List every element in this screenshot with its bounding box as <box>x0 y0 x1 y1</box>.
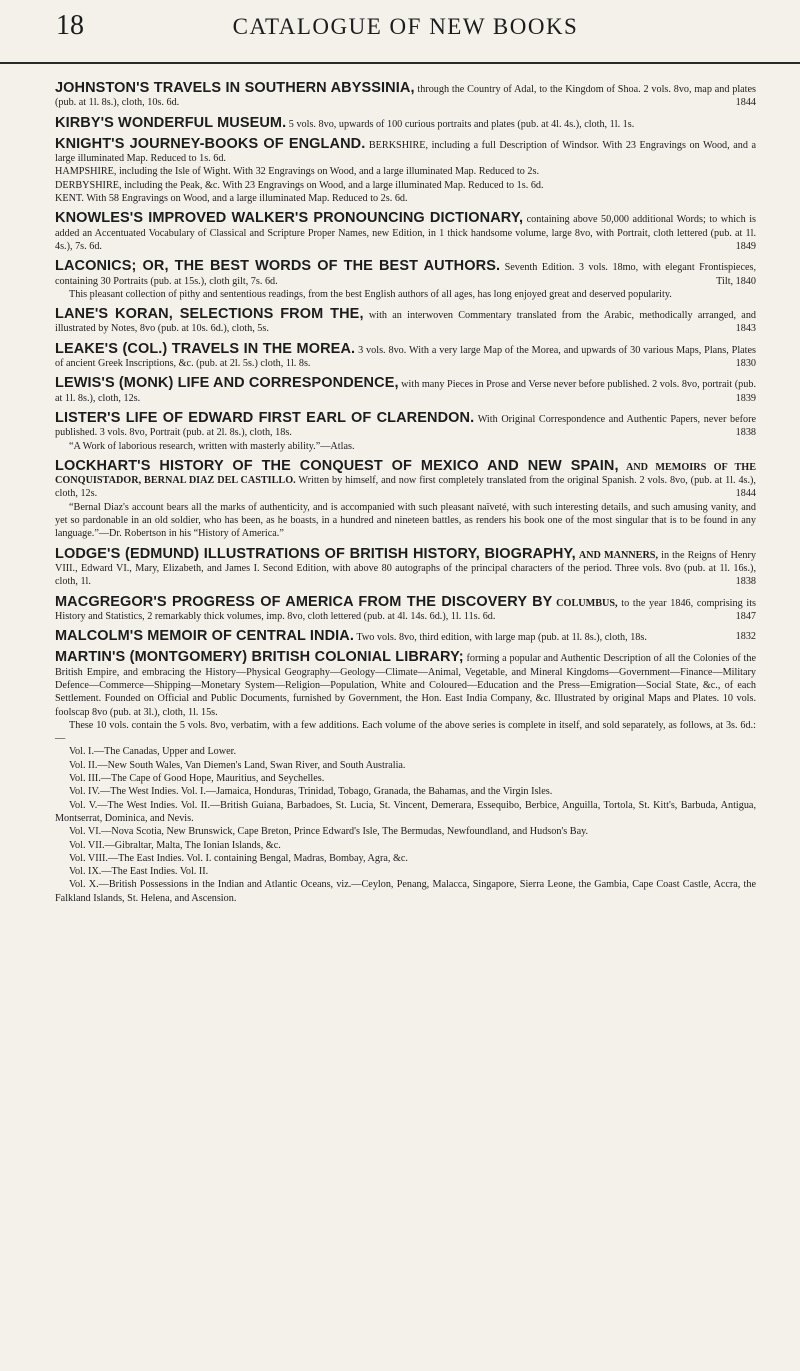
volume-item: Vol. III.—The Cape of Good Hope, Mauritius, and Seychelles. <box>69 773 325 785</box>
entry-note: “A Work of laborious research, written with masterly ability.”—Atlas. <box>69 440 355 452</box>
entry-year: 1843 <box>735 323 756 335</box>
entry-year: 1849 <box>735 240 756 252</box>
catalogue-entry <box>55 651 756 905</box>
entry-text: 3 vols. 8vo. With a very large Map of the Morea, and upwards of 30 various Maps, Plans, Plates of ancient Greek Inscriptions, &c. (pub. at 2l. 5s.) cloth, 1l. 8s. <box>55 344 757 370</box>
entry-text: with many Pieces in Prose and Verse never before published. 2 vols. 8vo, portrait (pub. at 1l. 8s.), cloth, 12s. <box>55 379 756 404</box>
entry-text: Two vols. 8vo, third edition, with large map (pub. at 1l. 8s.), cloth, 18s. <box>356 632 647 644</box>
entry-year: 1838 <box>735 576 756 588</box>
entry-year: 1844 <box>735 97 756 109</box>
volume-item: Vol. I.—The Canadas, Upper and Lower. <box>69 746 237 758</box>
volume-item: Vol. VI.—Nova Scotia, New Brunswick, Cape Breton, Prince Edward's Isle, The Bermudas, Newfoundland, and Hudson's Bay. <box>69 826 589 838</box>
entry-text: Written by himself, and now first completely translated from the original Spanish. 2 vols. 8vo, (pub. at 1l. 4s.), cloth, 12s. <box>55 475 756 500</box>
entry-title: MALCOLM'S MEMOIR OF CENTRAL INDIA. <box>55 628 354 645</box>
catalogue-entry <box>55 630 756 644</box>
header-rule <box>0 62 800 64</box>
sub-item-name: DERBYSHIRE, <box>55 179 122 191</box>
entry-text: in the Reigns of Henry VIII., Edward VI., Mary, Elizabeth, and James I. Second Edition, with above 80 autographs of the principal characters of the period. Three vols. 8vo (pub. at 1l. 16s.), cloth, 1l. <box>55 549 757 588</box>
entry-text: 5 vols. 8vo, upwards of 100 curious portraits and plates (pub. at 4l. 4s.), cloth, 1l. 1s. <box>288 118 635 130</box>
entry-sub-item <box>55 192 756 205</box>
volume-item: Vol. IV.—The West Indies. Vol. I.—Jamaica, Honduras, Trinidad, Tobago, Granada, the Bahamas, and the Virgin Isles. <box>69 786 553 798</box>
catalogue-entry <box>55 409 756 453</box>
entry-title: LISTER'S LIFE OF EDWARD FIRST EARL OF CLARENDON. <box>55 409 475 426</box>
entry-text: With Original Correspondence and Authentic Papers, never before published. 3 vols. 8vo, Portrait (pub. at 2l. 8s.), cloth, 18s. <box>55 413 756 439</box>
entry-title: MACGREGOR'S PROGRESS OF AMERICA FROM THE DISCOVERY BY <box>55 593 553 610</box>
entry-title: MARTIN'S (MONTGOMERY) BRITISH COLONIAL LIBRARY; <box>55 649 464 666</box>
running-title: CATALOGUE OF NEW BOOKS <box>232 14 579 39</box>
entry-subtitle: AND MANNERS, <box>578 549 659 561</box>
sub-item-text: With 58 Engravings on Wood, and a large illuminated Map. Reduced to 2s. 6d. <box>86 193 408 205</box>
entry-year: 1832 <box>735 631 756 643</box>
page-header <box>55 0 756 56</box>
entry-sub-item <box>55 165 756 178</box>
entry-title: LOCKHART'S HISTORY OF THE CONQUEST OF MEXICO AND NEW SPAIN, <box>55 457 619 474</box>
entry-year: 1847 <box>735 610 756 622</box>
entry-title: LODGE'S (EDMUND) ILLUSTRATIONS OF BRITISH HISTORY, BIOGRAPHY, <box>55 545 576 562</box>
entry-title: JOHNSTON'S TRAVELS IN SOUTHERN ABYSSINIA, <box>55 80 415 96</box>
volume-item: Vol. V.—The West Indies. Vol. II.—British Guiana, Barbadoes, St. Lucia, St. Vincent, Demerara, Essequibo, Berbice, Anguilla, Tortola, St. Kitt's, Barbuda, Antigua, Montserrat, Dominica, and Nevis. <box>55 799 756 824</box>
catalogue-entry <box>55 135 756 205</box>
entry-year: 1844 <box>735 488 756 500</box>
entry-text: forming a popular and Authentic Description of all the Colonies of the British Empire, and embracing the History—Physical Geography—Geology—Climate—Animal, Vegetable, and Mineral Kingdoms—Government—Finance—Military Defence—Commerce—Shipping—Monetary System—Religion—Population, White and Coloured—Education and the Press—Emigration—Social State, &c., of each Settlement. Founded on Official and Public Documents, furnished by Government, the Hon. East India Company, &c. Illustrated by original Maps and Plates. 10 vols. foolscap 8vo (pub. at 3l.), cloth, 1l. 15s. <box>55 653 756 718</box>
entry-year: 1830 <box>735 358 756 370</box>
entry-year: 1838 <box>735 427 756 439</box>
entry-title: LEWIS'S (MONK) LIFE AND CORRESPONDENCE, <box>55 375 399 392</box>
entry-note: This pleasant collection of pithy and sententious readings, from the best English authors of all ages, has long enjoyed great and deserved popularity. <box>69 288 672 300</box>
sub-item-text: including the Isle of Wight. With 32 Engravings on Wood, and a large illuminated Map. Reduced to 2s. <box>118 166 540 178</box>
catalogue-entry <box>55 82 756 110</box>
entry-text: BERKSHIRE, including a full Description of Windsor. With 23 Engravings on Wood, and a large illuminated Map. Reduced to 1s. 6d. <box>55 139 756 165</box>
catalogue-entry <box>55 457 757 541</box>
volume-item: Vol. II.—New South Wales, Van Diemen's Land, Swan River, and South Australia. <box>69 759 406 771</box>
catalogue-entry <box>55 114 756 131</box>
catalogue-entry <box>55 340 757 371</box>
entry-text: containing above 50,000 additional Words; to which is added an Accentuated Vocabulary of Classical and Scripture Proper Names, new Edition, in 1 thick handsome volume, large 8vo, with Portrait, cloth lettered (pub. at 1l. 4s.), 7s. 6d. <box>55 214 756 252</box>
entry-title: KIRBY'S WONDERFUL MUSEUM. <box>55 114 287 131</box>
sub-item-name: KENT. <box>55 193 84 205</box>
entry-note: These 10 vols. contain the 5 vols. 8vo, verbatim, with a few additions. Each volume of the above series is complete in itself, and sold separately, as follows, at 3s. 6d.:— <box>55 719 756 745</box>
entry-subtitle: COLUMBUS, <box>556 597 618 609</box>
entry-title: LACONICS; OR, THE BEST WORDS OF THE BEST AUTHORS. <box>55 258 501 275</box>
catalogue-entry <box>55 545 757 589</box>
entry-text: with an interwoven Commentary translated from the Arabic, methodically arranged, and illustrated by Notes, 8vo (pub. at 10s. 6d.), cloth, 5s. <box>55 310 757 335</box>
entry-title: KNOWLES'S IMPROVED WALKER'S PRONOUNCING DICTIONARY, <box>55 210 524 227</box>
entry-title: LANE'S KORAN, SELECTIONS FROM THE, <box>55 306 364 323</box>
entry-year: 1839 <box>735 392 756 404</box>
entry-note: “Bernal Diaz's account bears all the marks of authenticity, and is accompanied with such pleasant naïveté, with such interesting details, and such amusing vanity, and yet so pardonable in an old soldier, who has been, as he boasts, in a hundred and nineteen battles, as renders his book one of the most singular that is to be found in any language.”—Dr. Robertson in his “History of America.” <box>55 501 756 540</box>
entry-text: through the Country of Adal, to the Kingdom of Shoa. 2 vols. 8vo, map and plates (pub. at 1l. 8s.), cloth, 10s. 6d. <box>55 84 757 109</box>
catalogue-entry <box>55 593 757 624</box>
catalogue-entry <box>55 377 756 405</box>
catalogue-entries <box>55 82 756 912</box>
sub-item-text: including the Peak, &c. With 23 Engravings on Wood, and a large illuminated Map. Reduced to 1s. 6d. <box>124 179 544 191</box>
entry-subtitle: AND MEMOIRS OF THE CONQUISTADOR, BERNAL DIAZ DEL CASTILLO. <box>55 461 757 487</box>
entry-title: LEAKE'S (COL.) TRAVELS IN THE MOREA. <box>55 340 356 357</box>
catalogue-entry <box>55 260 756 301</box>
entry-sub-item <box>55 179 756 192</box>
entry-title: KNIGHT'S JOURNEY-BOOKS OF ENGLAND. <box>55 135 366 152</box>
entry-text: Seventh Edition. 3 vols. 18mo, with elegant Frontispieces, containing 30 Portraits (pub. at 15s.), cloth gilt, 7s. 6d. <box>55 262 757 287</box>
catalogue-entry <box>55 308 756 336</box>
volume-item: Vol. X.—British Possessions in the Indian and Atlantic Oceans, viz.—Ceylon, Penang, Malacca, Singapore, Sierra Leone, the Gambia, Cape Coast Castle, Accra, the Falkland Islands, St. Helena, and Ascension. <box>55 879 756 904</box>
page-number: 18 <box>56 10 84 41</box>
entry-text: to the year 1846, comprising its History and Statistics, 2 remarkably thick volumes, imp. 8vo, cloth lettered (pub. at 4l. 14s. 6d.), 1l. 11s. 6d. <box>55 597 757 622</box>
volume-item: Vol. VIII.—The East Indies. Vol. I. containing Bengal, Madras, Bombay, Agra, &c. <box>69 852 408 864</box>
catalogue-entry <box>55 212 756 253</box>
sub-item-name: HAMPSHIRE, <box>55 166 117 178</box>
volume-item: Vol. IX.—The East Indies. Vol. II. <box>69 866 209 878</box>
volume-item: Vol. VII.—Gibraltar, Malta, The Ionian Islands, &c. <box>69 839 281 851</box>
entry-year: Tilt, 1840 <box>716 275 756 287</box>
